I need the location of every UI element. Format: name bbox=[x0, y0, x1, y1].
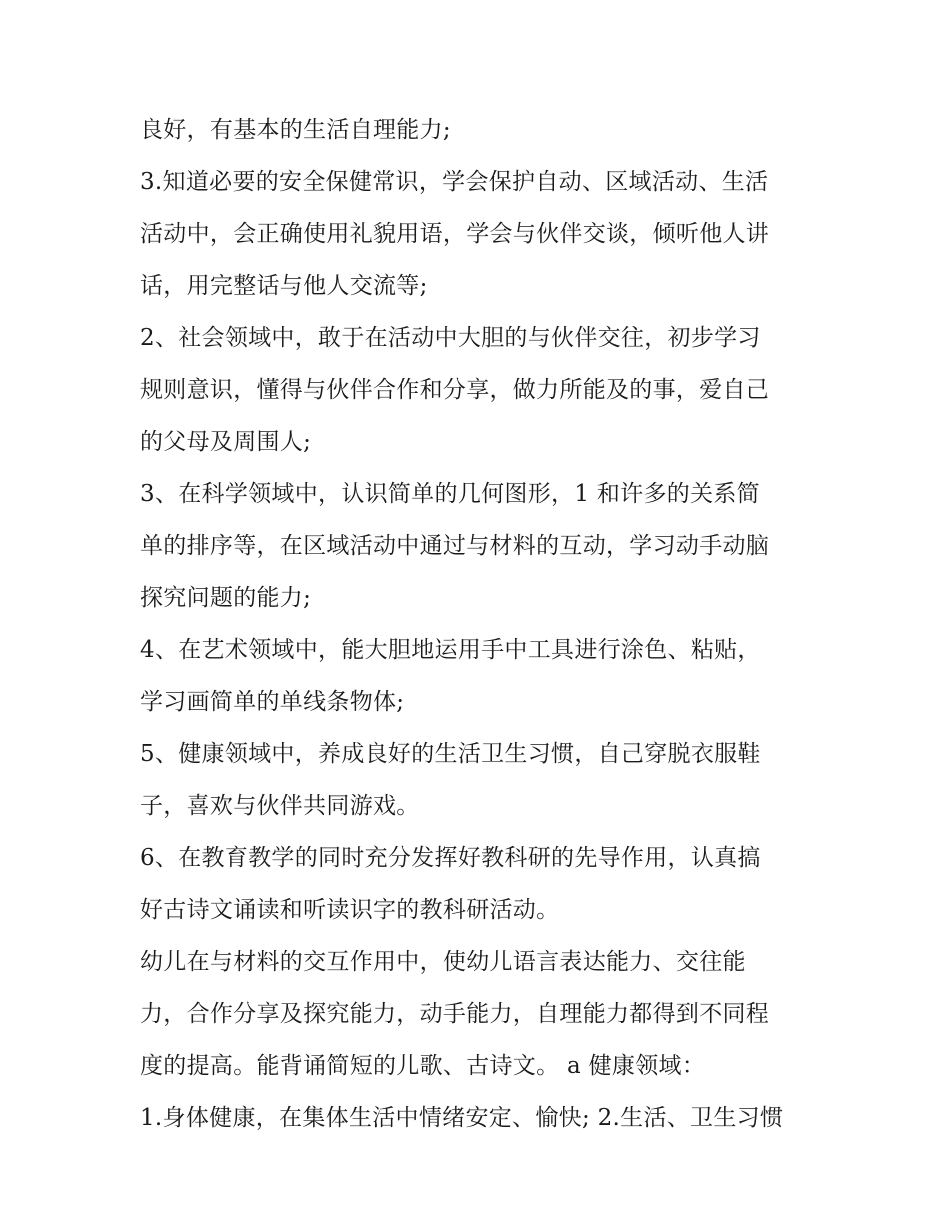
text-line: 4、在艺术领域中，能大胆地运用手中工具进行涂色、粘贴， bbox=[140, 637, 761, 663]
document-body bbox=[140, 104, 830, 1144]
text-line: 6、在教育教学的同时充分发挥好教科研的先导作用，认真搞 bbox=[140, 845, 761, 871]
text-line: 子，喜欢与伙伴共同游戏。 bbox=[140, 793, 420, 819]
text-line: 幼儿在与材料的交互作用中，使幼儿语言表达能力、交往能 bbox=[140, 949, 746, 975]
text-line: 度的提高。能背诵简短的儿歌、古诗文。 a 健康领域： bbox=[140, 1053, 706, 1079]
text-line: 力，合作分享及探究能力，动手能力，自理能力都得到不同程 bbox=[140, 1001, 770, 1027]
text-line: 3.知道必要的安全保健常识，学会保护自动、区域活动、生活 bbox=[140, 169, 769, 195]
text-line: 探究问题的能力; bbox=[140, 585, 312, 611]
text-line: 1.身体健康，在集体生活中情绪安定、愉快; 2.生活、卫生习惯 bbox=[140, 1105, 784, 1131]
text-line: 单的排序等，在区域活动中通过与材料的互动，学习动手动脑 bbox=[140, 533, 770, 559]
text-line: 3、在科学领域中，认识简单的几何图形，1 和许多的关系简 bbox=[140, 481, 760, 507]
text-line: 5、健康领域中，养成良好的生活卫生习惯，自己穿脱衣服鞋 bbox=[140, 741, 761, 767]
text-line: 良好，有基本的生活自理能力; bbox=[140, 117, 451, 143]
text-line: 规则意识，懂得与伙伴合作和分享，做力所能及的事，爱自己 bbox=[140, 377, 770, 403]
text-line: 好古诗文诵读和听读识字的教科研活动。 bbox=[140, 897, 560, 923]
text-line: 2、社会领域中，敢于在活动中大胆的与伙伴交往，初步学习 bbox=[140, 325, 761, 351]
text-line: 的父母及周围人; bbox=[140, 429, 312, 455]
text-line: 话，用完整话与他人交流等; bbox=[140, 273, 428, 299]
text-line: 学习画简单的单线条物体; bbox=[140, 689, 405, 715]
text-line: 活动中，会正确使用礼貌用语，学会与伙伴交谈，倾听他人讲 bbox=[140, 221, 770, 247]
